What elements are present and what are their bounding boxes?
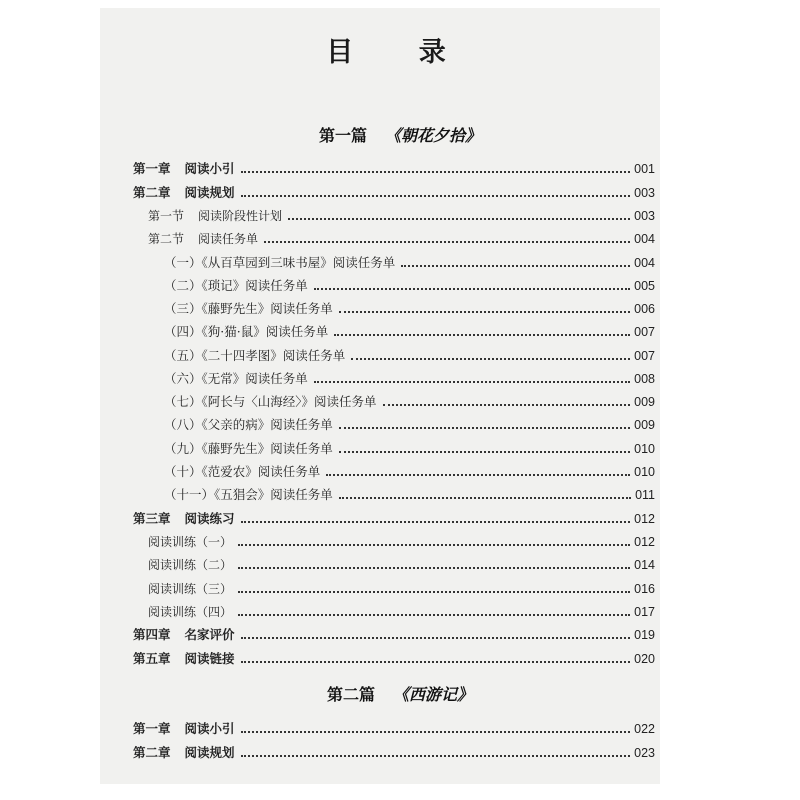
- toc-entry[interactable]: [133, 159, 655, 177]
- part-heading: [0, 123, 800, 146]
- chapter-number: 第五章: [133, 651, 171, 666]
- toc-entry[interactable]: [164, 485, 655, 503]
- page-number: 010: [634, 442, 655, 456]
- page-number: 023: [634, 746, 655, 760]
- entry-title: 阅读规划: [184, 745, 235, 760]
- toc-entry[interactable]: [164, 462, 655, 480]
- toc-entry[interactable]: [164, 369, 655, 387]
- leader-dots: [339, 427, 630, 429]
- page-number: 007: [634, 349, 655, 363]
- page-number: 005: [634, 279, 655, 293]
- toc-entry[interactable]: [148, 532, 655, 550]
- toc-entry[interactable]: [164, 276, 655, 294]
- toc-entry[interactable]: [133, 649, 655, 667]
- entry-title: 阅读练习: [184, 511, 235, 526]
- leader-dots: [238, 591, 630, 593]
- chapter-number: 第二章: [133, 745, 171, 760]
- page-number: 017: [634, 605, 655, 619]
- leader-dots: [238, 614, 630, 616]
- entry-title: （十一）《五猖会》阅读任务单: [164, 487, 333, 502]
- leader-dots: [241, 755, 631, 757]
- leader-dots: [264, 241, 630, 243]
- entry-title: （八）《父亲的病》阅读任务单: [164, 417, 333, 432]
- entry-title: （一）《从百草园到三味书屋》阅读任务单: [164, 255, 396, 270]
- entry-title: （七）《阿长与〈山海经〉》阅读任务单: [164, 394, 377, 409]
- chapter-number: 第二章: [133, 185, 171, 200]
- leader-dots: [314, 288, 630, 290]
- entry-title: 名家评价: [184, 627, 235, 642]
- leader-dots: [351, 358, 630, 360]
- page-number: 004: [634, 256, 655, 270]
- page-number: 011: [635, 488, 655, 502]
- part-heading: [0, 682, 800, 705]
- entry-title: （九）《藤野先生》阅读任务单: [164, 441, 333, 456]
- leader-dots: [288, 218, 630, 220]
- entry-title: 阅读训练（四）: [148, 605, 233, 619]
- leader-dots: [326, 474, 630, 476]
- toc-entry[interactable]: [164, 392, 655, 410]
- leader-dots: [334, 334, 630, 336]
- part-book-title: 《朝花夕拾》: [385, 126, 482, 145]
- leader-dots: [238, 567, 630, 569]
- chapter-number: 第三章: [133, 511, 171, 526]
- part-number: 第一篇: [318, 126, 367, 145]
- toc-entry[interactable]: [164, 299, 655, 317]
- page-number: 001: [634, 162, 655, 176]
- entry-title: （四）《狗·猫·鼠》阅读任务单: [164, 324, 329, 339]
- leader-dots: [339, 497, 631, 499]
- leader-dots: [238, 544, 630, 546]
- toc-entry[interactable]: [148, 229, 655, 247]
- page-number: 004: [634, 232, 655, 246]
- section-number: 第一节: [148, 209, 185, 223]
- page-number: 003: [634, 186, 655, 200]
- page-number: 003: [634, 209, 655, 223]
- entry-title: （三）《藤野先生》阅读任务单: [164, 301, 333, 316]
- entry-title: （五）《二十四孝图》阅读任务单: [164, 348, 346, 363]
- entry-title: 阅读阶段性计划: [198, 209, 283, 223]
- entry-title: 阅读小引: [184, 721, 235, 736]
- page-number: 009: [634, 418, 655, 432]
- leader-dots: [339, 311, 630, 313]
- leader-dots: [241, 637, 631, 639]
- page-number: 008: [634, 372, 655, 386]
- entry-title: 阅读规划: [184, 185, 235, 200]
- entry-title: 阅读任务单: [198, 232, 259, 246]
- part-number: 第二篇: [326, 685, 375, 704]
- leader-dots: [241, 661, 631, 663]
- page-number: 009: [634, 395, 655, 409]
- page-number: 012: [634, 535, 655, 549]
- leader-dots: [241, 171, 631, 173]
- entry-title: （六）《无常》阅读任务单: [164, 371, 308, 386]
- toc-entry[interactable]: [164, 415, 655, 433]
- chapter-number: 第一章: [133, 721, 171, 736]
- part-book-title: 《西游记》: [393, 685, 474, 704]
- section-number: 第二节: [148, 232, 185, 246]
- leader-dots: [383, 404, 631, 406]
- page-number: 019: [634, 628, 655, 642]
- toc-entry[interactable]: [133, 625, 655, 643]
- leader-dots: [241, 731, 631, 733]
- toc-entry[interactable]: [133, 509, 655, 527]
- entry-title: （二）《琐记》阅读任务单: [164, 278, 308, 293]
- entry-title: 阅读训练（三）: [148, 582, 233, 596]
- leader-dots: [241, 195, 631, 197]
- page-number: 020: [634, 652, 655, 666]
- toc-entry[interactable]: [148, 206, 655, 224]
- toc-entry[interactable]: [164, 346, 655, 364]
- entry-title: （十）《范爱农》阅读任务单: [164, 464, 321, 479]
- page-number: 022: [634, 722, 655, 736]
- page-title: 目 录: [326, 37, 474, 68]
- page-number: 007: [634, 325, 655, 339]
- toc-entry[interactable]: [133, 743, 655, 761]
- page-number: 014: [634, 558, 655, 572]
- toc-entry[interactable]: [164, 253, 655, 271]
- leader-dots: [339, 451, 630, 453]
- entry-title: 阅读训练（一）: [148, 535, 233, 549]
- toc-entry[interactable]: [133, 719, 655, 737]
- toc-entry[interactable]: [164, 439, 655, 457]
- toc-entry[interactable]: [148, 579, 655, 597]
- toc-entry[interactable]: [133, 183, 655, 201]
- chapter-number: 第一章: [133, 161, 171, 176]
- entry-title: 阅读训练（二）: [148, 558, 233, 572]
- page-number: 012: [634, 512, 655, 526]
- leader-dots: [314, 381, 630, 383]
- entry-title: 阅读小引: [184, 161, 235, 176]
- toc-entry[interactable]: [164, 322, 655, 340]
- chapter-number: 第四章: [133, 627, 171, 642]
- toc-entry[interactable]: [148, 602, 655, 620]
- leader-dots: [401, 265, 630, 267]
- page-number: 010: [634, 465, 655, 479]
- entry-title: 阅读链接: [184, 651, 235, 666]
- leader-dots: [241, 521, 631, 523]
- page-number: 016: [634, 582, 655, 596]
- toc-entry[interactable]: [148, 555, 655, 573]
- page-number: 006: [634, 302, 655, 316]
